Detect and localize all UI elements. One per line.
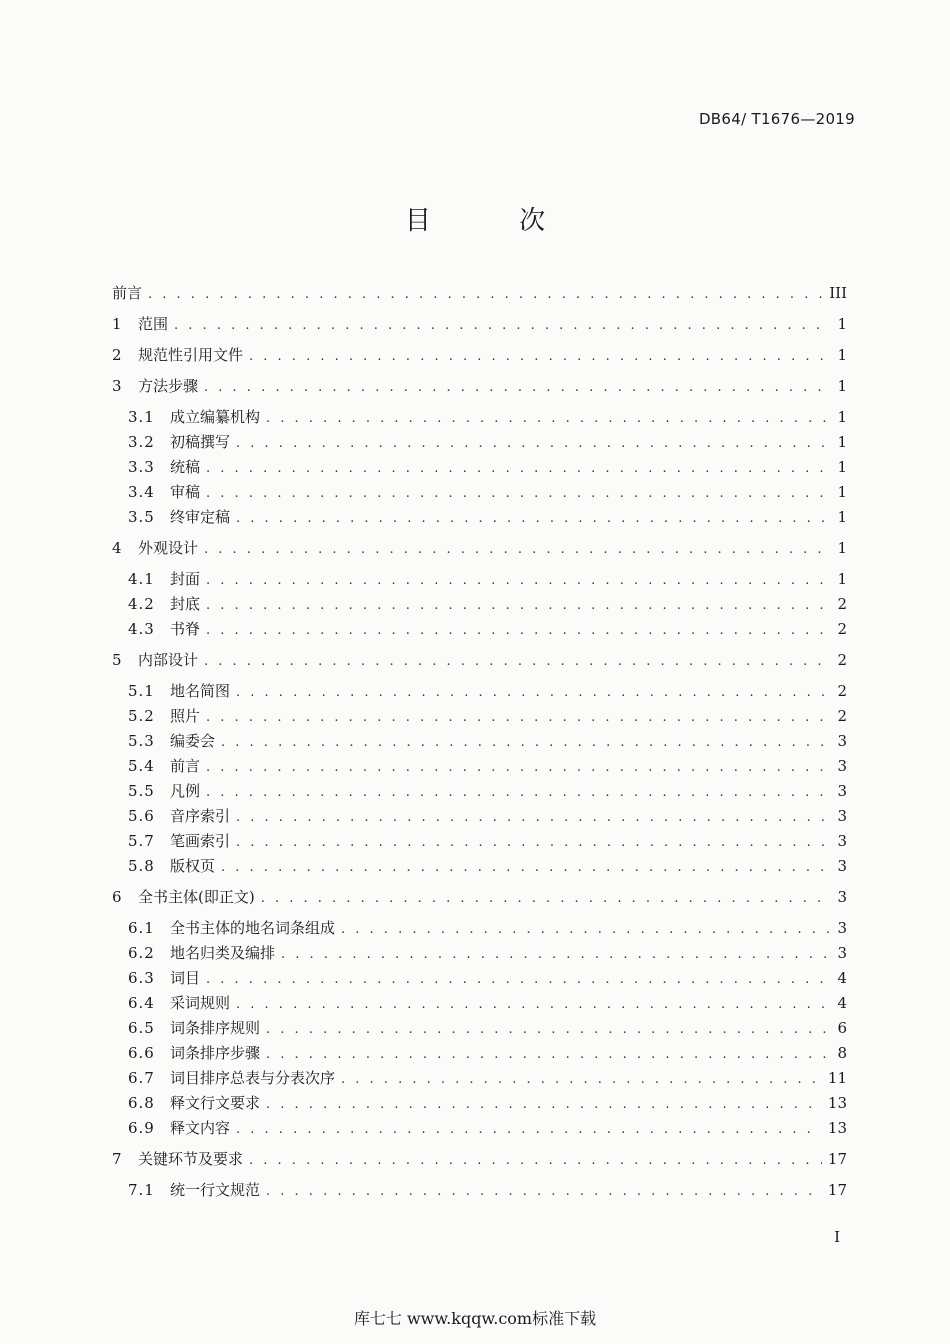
toc-entry-page: 1	[837, 539, 847, 557]
toc-entry	[112, 649, 847, 671]
toc-entry-number: 7.1	[128, 1181, 155, 1199]
toc-entry-title: 全书主体(即正文)	[138, 888, 255, 906]
toc-entry-page: 3	[837, 757, 847, 775]
toc-entry-page: 2	[837, 682, 847, 700]
toc-leader-dots	[266, 408, 831, 430]
toc-entry-number: 3.4	[128, 483, 155, 501]
toc-entry-number: 6.7	[128, 1069, 155, 1087]
toc-entry-title: 终审定稿	[170, 508, 231, 526]
toc-leader-dots	[249, 346, 831, 368]
toc-entry-page: 13	[827, 1119, 847, 1137]
toc-leader-dots	[204, 651, 831, 673]
toc-leader-dots	[174, 315, 831, 337]
toc-entry-page: 2	[837, 707, 847, 725]
toc-entry-page: 11	[827, 1069, 847, 1087]
toc-entry-title: 词条排序规则	[170, 1019, 261, 1037]
toc-leader-dots	[249, 1150, 822, 1172]
toc-entry-title: 词目	[170, 969, 201, 987]
toc-entry-page: 4	[837, 969, 847, 987]
toc-entry-page: 3	[837, 732, 847, 750]
toc-leader-dots	[266, 1094, 822, 1116]
toc-entry	[128, 1092, 847, 1114]
toc-leader-dots	[206, 782, 831, 804]
toc-entry-number: 4.1	[128, 570, 155, 588]
toc-entry	[128, 830, 847, 852]
toc-title: 目 次	[404, 206, 586, 236]
toc-entry	[128, 855, 847, 877]
toc-entry-number: 4.3	[128, 620, 155, 638]
toc-leader-dots	[206, 570, 831, 592]
toc-entry-title: 前言	[112, 284, 143, 302]
toc-entry-number: 6.6	[128, 1044, 155, 1062]
toc-leader-dots	[148, 284, 823, 306]
toc-entry-page: 1	[837, 508, 847, 526]
toc-entry	[128, 593, 847, 615]
toc-entry-title: 凡例	[170, 782, 201, 800]
toc-leader-dots	[266, 1181, 822, 1203]
toc-entry	[128, 506, 847, 528]
toc-entry-number: 6.2	[128, 944, 155, 962]
toc-leader-dots	[206, 757, 831, 779]
toc-entry-page: 8	[837, 1044, 847, 1062]
toc-leader-dots	[236, 832, 831, 854]
toc-entry-number: 5.7	[128, 832, 155, 850]
toc-entry-title: 版权页	[170, 857, 216, 875]
toc-entry-title: 前言	[170, 757, 201, 775]
toc-entry	[112, 1148, 847, 1170]
toc-entry-page: 3	[837, 919, 847, 937]
toc-leader-dots	[281, 944, 831, 966]
toc-entry-title: 全书主体的地名词条组成	[170, 919, 336, 937]
toc-entry	[128, 431, 847, 453]
toc-leader-dots	[206, 458, 831, 480]
toc-entry	[112, 537, 847, 559]
toc-entry	[128, 406, 847, 428]
toc-entry-number: 2	[112, 346, 122, 364]
toc-entry	[128, 967, 847, 989]
toc-entry-page: 3	[837, 832, 847, 850]
toc-entry-number: 6.9	[128, 1119, 155, 1137]
toc-entry-number: 4.2	[128, 595, 155, 613]
toc-entry-title: 地名简图	[170, 682, 231, 700]
toc-leader-dots	[206, 483, 831, 505]
toc-entry-title: 笔画索引	[170, 832, 231, 850]
toc-leader-dots	[206, 595, 831, 617]
toc-leader-dots	[236, 994, 831, 1016]
toc-entry-title: 审稿	[170, 483, 201, 501]
toc-entry-page: 3	[837, 944, 847, 962]
toc-entry-title: 编委会	[170, 732, 216, 750]
toc-entry-title: 成立编纂机构	[170, 408, 261, 426]
toc-leader-dots	[206, 969, 831, 991]
toc-entry-number: 6.1	[128, 919, 155, 937]
toc-leader-dots	[341, 919, 831, 941]
toc-entry-page: 13	[827, 1094, 847, 1112]
toc-leader-dots	[204, 539, 831, 561]
toc-entry-title: 规范性引用文件	[138, 346, 244, 364]
toc-entry-number: 3.2	[128, 433, 155, 451]
toc-entry	[128, 1042, 847, 1064]
toc-entry-page: 17	[827, 1181, 847, 1199]
toc-entry-title: 释文内容	[170, 1119, 231, 1137]
toc-entry-page: 1	[837, 408, 847, 426]
toc-entry-title: 地名归类及编排	[170, 944, 276, 962]
standard-code: DB64/ T1676—2019	[698, 110, 855, 128]
toc-leader-dots	[266, 1044, 831, 1066]
toc-entry-page: 3	[837, 888, 847, 906]
toc-entry-number: 5.5	[128, 782, 155, 800]
toc-entry-title: 词条排序步骤	[170, 1044, 261, 1062]
toc-entry-number: 3	[112, 377, 122, 395]
toc-entry-number: 6	[112, 888, 122, 906]
toc-entry-number: 6.5	[128, 1019, 155, 1037]
toc-entry	[128, 456, 847, 478]
toc-leader-dots	[236, 508, 831, 530]
toc-entry	[112, 344, 847, 366]
toc-leader-dots	[266, 1019, 831, 1041]
toc-entry-title: 关键环节及要求	[138, 1150, 244, 1168]
toc-entry	[128, 1117, 847, 1139]
toc-entry-number: 3.3	[128, 458, 155, 476]
toc-entry	[112, 313, 847, 335]
toc-leader-dots	[221, 857, 831, 879]
toc-entry-title: 范围	[138, 315, 169, 333]
toc-entry	[112, 282, 847, 304]
page-number: I	[834, 1228, 840, 1246]
toc-leader-dots	[221, 732, 831, 754]
toc-entry-page: 6	[837, 1019, 847, 1037]
toc-entry-title: 采词规则	[170, 994, 231, 1012]
toc-entry-page: 4	[837, 994, 847, 1012]
toc-entry-page: 1	[837, 483, 847, 501]
toc-entry	[128, 1179, 847, 1201]
toc-entry	[128, 1017, 847, 1039]
toc-entry-title: 方法步骤	[138, 377, 199, 395]
toc-entry	[128, 705, 847, 727]
toc-entry-number: 5.2	[128, 707, 155, 725]
toc-leader-dots	[261, 888, 832, 910]
footer-watermark: 库七七 www.kqqw.com标准下载	[353, 1309, 597, 1328]
toc-entry	[128, 992, 847, 1014]
toc-entry-number: 6.8	[128, 1094, 155, 1112]
toc-entry-number: 5.4	[128, 757, 155, 775]
toc-entry-title: 封底	[170, 595, 201, 613]
toc-entry-page: 2	[837, 651, 847, 669]
toc-entry-page: 3	[837, 857, 847, 875]
toc-entry-title: 统一行文规范	[170, 1181, 261, 1199]
toc-entry-title: 内部设计	[138, 651, 199, 669]
toc-entry-page: 2	[837, 620, 847, 638]
toc-entry-title: 词目排序总表与分表次序	[170, 1069, 336, 1087]
toc-leader-dots	[236, 1119, 822, 1141]
toc-entry	[112, 375, 847, 397]
toc-entry-number: 7	[112, 1150, 122, 1168]
toc-entry-page: 1	[837, 377, 847, 395]
toc-entry-page: 1	[837, 433, 847, 451]
toc-entry-title: 封面	[170, 570, 201, 588]
toc-leader-dots	[204, 377, 831, 399]
toc-entry-page: 1	[837, 346, 847, 364]
toc-entry	[128, 481, 847, 503]
toc-leader-dots	[236, 807, 831, 829]
toc-entry-title: 释文行文要求	[170, 1094, 261, 1112]
toc-entry-title: 音序索引	[170, 807, 231, 825]
toc-entry-title: 照片	[170, 707, 201, 725]
toc-entry-page: 1	[837, 458, 847, 476]
toc-entry-number: 5.8	[128, 857, 155, 875]
toc-leader-dots	[206, 620, 831, 642]
toc-entry-title: 书脊	[170, 620, 201, 638]
toc-entry-number: 1	[112, 315, 122, 333]
toc-entry-title: 统稿	[170, 458, 201, 476]
toc-entry	[128, 568, 847, 590]
toc-entry-number: 5.6	[128, 807, 155, 825]
toc-entry-page: 1	[837, 570, 847, 588]
toc-entry-number: 5.1	[128, 682, 155, 700]
toc-leader-dots	[206, 707, 831, 729]
toc-entry-page: 3	[837, 782, 847, 800]
toc-entry-number: 3.1	[128, 408, 155, 426]
toc-entry	[128, 680, 847, 702]
toc-entry-page: 1	[837, 315, 847, 333]
toc-entry-number: 5.3	[128, 732, 155, 750]
toc-entry	[112, 886, 847, 908]
toc-entry	[128, 1067, 847, 1089]
toc-entry-page: III	[829, 284, 847, 302]
toc-entry	[128, 917, 847, 939]
toc-entry	[128, 755, 847, 777]
toc-entry-number: 6.4	[128, 994, 155, 1012]
toc-entry-page: 17	[827, 1150, 847, 1168]
toc-entry-number: 5	[112, 651, 122, 669]
toc-leader-dots	[341, 1069, 822, 1091]
toc-entry	[128, 942, 847, 964]
toc-entry-page: 2	[837, 595, 847, 613]
toc-entry	[128, 730, 847, 752]
toc-entry-title: 外观设计	[138, 539, 199, 557]
toc-entry-number: 6.3	[128, 969, 155, 987]
toc-entry-number: 3.5	[128, 508, 155, 526]
toc-entry-number: 4	[112, 539, 122, 557]
toc-entry-title: 初稿撰写	[170, 433, 231, 451]
toc-entry	[128, 780, 847, 802]
toc-leader-dots	[236, 433, 831, 455]
toc-entry	[128, 618, 847, 640]
toc-leader-dots	[236, 682, 831, 704]
toc-entry-page: 3	[837, 807, 847, 825]
toc-entry	[128, 805, 847, 827]
